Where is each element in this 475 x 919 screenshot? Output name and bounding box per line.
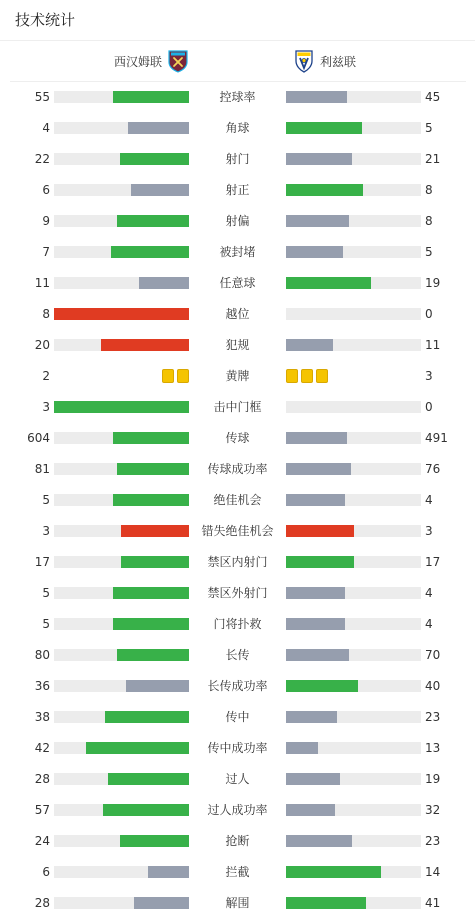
away-stat-bar [286,897,366,909]
away-stat-bar [286,711,337,723]
stat-row [0,888,475,919]
home-stat-bar-track [54,835,189,847]
yellow-card-icon [286,369,298,383]
away-stat-value: 3 [425,524,433,538]
home-stat-value: 28 [34,896,50,910]
home-stat-bar [113,91,189,103]
away-stat-value: 14 [425,865,441,879]
stat-row [0,206,475,237]
away-stat-bar-track [286,866,421,878]
stat-row [0,144,475,175]
home-stat-bar-track [54,401,189,413]
stat-label: 传球 [225,431,250,445]
home-stat-bar [120,835,189,847]
away-stat-value: 19 [425,772,441,786]
home-stat-bar-track [54,339,189,351]
home-stat-bar [101,339,189,351]
stat-row [0,361,475,392]
away-stat-bar-track [286,680,421,692]
home-stat-bar [148,866,189,878]
stat-label: 越位 [225,307,250,321]
away-team[interactable] [292,48,356,74]
away-yellow-cards [286,369,328,383]
away-stat-bar-track [286,897,421,909]
home-stat-value: 36 [34,679,50,693]
home-stat-bar-track [54,277,189,289]
away-stat-bar-track [286,339,421,351]
home-stat-value: 3 [42,400,50,414]
home-stat-value: 5 [42,586,50,600]
stat-label: 抢断 [225,834,250,848]
home-yellow-cards [162,369,189,383]
stat-row [0,237,475,268]
away-stat-value: 4 [425,586,433,600]
stat-row [0,795,475,826]
stat-row [0,578,475,609]
home-stat-bar [111,246,189,258]
stat-row [0,702,475,733]
away-stat-bar [286,866,381,878]
away-stat-bar [286,91,347,103]
home-stat-bar-track [54,215,189,227]
stat-label: 解围 [225,896,250,910]
home-stat-bar [103,804,189,816]
away-stat-value: 4 [425,493,433,507]
home-stat-bar-track [54,649,189,661]
away-stat-bar-track [286,525,421,537]
stat-label: 射门 [225,152,250,166]
home-stat-bar [108,773,189,785]
page-title: 技术统计 [15,11,76,29]
home-stat-value: 9 [42,214,50,228]
home-stat-bar [113,587,189,599]
home-stat-bar [121,556,189,568]
home-stat-bar-track [54,711,189,723]
stat-row [0,609,475,640]
home-stat-value: 22 [34,152,50,166]
stat-label: 长传成功率 [207,679,268,693]
home-stat-value: 4 [42,121,50,135]
away-stat-bar [286,525,354,537]
home-stat-bar [113,432,189,444]
away-stat-bar-track [286,804,421,816]
home-team-name: 西汉姆联 [113,54,162,69]
stat-row [0,516,475,547]
home-stat-bar-track [54,246,189,258]
stat-label: 传中 [225,710,250,724]
away-team-name: 利兹联 [320,54,357,69]
away-stat-value: 17 [425,555,441,569]
stat-label: 被封堵 [219,245,256,259]
away-stat-bar-track [286,308,421,320]
away-stat-bar-track [286,463,421,475]
stat-row [0,299,475,330]
west-ham-crest-icon [166,49,190,73]
home-stat-value: 24 [34,834,50,848]
stat-row [0,857,475,888]
away-stat-bar [286,463,351,475]
stat-label: 过人 [225,772,250,786]
away-stat-bar-track [286,432,421,444]
home-stat-value: 55 [34,90,50,104]
stat-label: 禁区内射门 [207,555,268,569]
home-stat-bar-track [54,153,189,165]
away-stat-bar-track [286,835,421,847]
home-stat-bar [86,742,189,754]
stat-label: 犯规 [225,338,250,352]
away-stat-bar-track [286,494,421,506]
home-stat-bar-track [54,525,189,537]
home-stat-bar-track [54,804,189,816]
teams-bar [10,41,466,82]
home-stat-value: 38 [34,710,50,724]
away-stat-value: 32 [425,803,441,817]
home-stat-bar [113,618,189,630]
stat-label: 黄牌 [225,369,250,383]
home-stat-bar-track [54,897,189,909]
away-stat-bar-track [286,91,421,103]
away-stat-value: 19 [425,276,441,290]
home-stat-bar-track [54,463,189,475]
stat-row [0,671,475,702]
stat-row [0,268,475,299]
away-stat-bar-track [286,742,421,754]
home-stat-bar-track [54,587,189,599]
home-stat-value: 6 [42,183,50,197]
home-stat-value: 20 [34,338,50,352]
home-stat-value: 8 [42,307,50,321]
away-stat-bar [286,432,347,444]
home-stat-bar [128,122,189,134]
home-stat-bar [117,463,189,475]
home-stat-value: 42 [34,741,50,755]
away-stat-value: 5 [425,121,433,135]
home-stat-bar [121,525,189,537]
stat-row [0,82,475,113]
away-stat-bar [286,773,340,785]
yellow-card-icon [301,369,313,383]
home-stat-value: 604 [27,431,50,445]
home-stat-bar [126,680,189,692]
home-stat-value: 5 [42,617,50,631]
home-stat-value: 28 [34,772,50,786]
stat-row [0,826,475,857]
home-stat-bar-track [54,680,189,692]
away-stat-bar [286,184,363,196]
home-stat-bar [117,649,189,661]
away-stat-bar-track [286,649,421,661]
away-stat-bar-track [286,246,421,258]
yellow-card-icon [316,369,328,383]
stat-label: 角球 [225,121,250,135]
home-team[interactable] [114,48,190,74]
away-stat-value: 3 [425,369,433,383]
away-stat-value: 0 [425,400,433,414]
home-stat-value: 81 [34,462,50,476]
home-stat-bar-track [54,308,189,320]
stat-row [0,640,475,671]
away-stat-value: 23 [425,710,441,724]
stat-label: 任意球 [219,276,256,290]
home-stat-bar-track [54,122,189,134]
home-stat-bar-track [54,91,189,103]
away-stat-bar [286,649,349,661]
home-stat-bar [105,711,189,723]
home-stat-bar [54,401,189,413]
away-stat-value: 11 [425,338,441,352]
stat-row [0,733,475,764]
stat-label: 错失绝佳机会 [201,524,274,538]
away-stat-bar [286,742,318,754]
away-stat-value: 40 [425,679,441,693]
stat-label: 控球率 [219,90,256,104]
away-stat-bar [286,122,362,134]
home-stat-bar-track [54,556,189,568]
home-stat-value: 11 [34,276,50,290]
stat-label: 拦截 [225,865,250,879]
home-stat-value: 80 [34,648,50,662]
stat-row [0,454,475,485]
away-stat-bar-track [286,401,421,413]
home-stat-bar-track [54,494,189,506]
home-stat-bar-track [54,742,189,754]
yellow-card-icon [177,369,189,383]
away-stat-bar-track [286,184,421,196]
home-stat-bar-track [54,866,189,878]
away-stat-bar [286,835,352,847]
away-stat-value: 23 [425,834,441,848]
away-stat-value: 491 [425,431,448,445]
away-stat-bar [286,494,345,506]
home-stat-value: 2 [42,369,50,383]
away-stat-bar [286,587,345,599]
home-stat-bar-track [54,773,189,785]
home-stat-bar [139,277,189,289]
stat-row [0,764,475,795]
stat-label: 长传 [225,648,250,662]
away-stat-bar-track [286,215,421,227]
away-stat-bar-track [286,277,421,289]
home-stat-value: 5 [42,493,50,507]
stat-label: 过人成功率 [207,803,268,817]
away-stat-value: 45 [425,90,441,104]
stat-row [0,113,475,144]
home-stat-bar [117,215,189,227]
away-stat-value: 4 [425,617,433,631]
away-stat-value: 8 [425,183,433,197]
stat-label: 射正 [225,183,250,197]
stat-row [0,423,475,454]
stat-label: 击中门框 [213,400,262,414]
stat-label: 绝佳机会 [213,493,262,507]
away-stat-bar-track [286,618,421,630]
away-stat-value: 41 [425,896,441,910]
home-stat-bar-track [54,618,189,630]
away-stat-value: 5 [425,245,433,259]
stat-label: 传中成功率 [207,741,268,755]
away-stat-bar-track [286,122,421,134]
away-stat-value: 13 [425,741,441,755]
home-stat-value: 7 [42,245,50,259]
yellow-card-icon [162,369,174,383]
stat-label: 门将扑救 [213,617,262,631]
home-stat-value: 6 [42,865,50,879]
stat-row [0,175,475,206]
away-stat-bar [286,277,371,289]
home-stat-bar [131,184,189,196]
home-stat-bar-track [54,184,189,196]
away-stat-bar-track [286,556,421,568]
away-stat-bar [286,153,352,165]
away-stat-bar-track [286,587,421,599]
away-stat-bar-track [286,773,421,785]
home-stat-bar [120,153,189,165]
home-stat-value: 57 [34,803,50,817]
away-stat-bar [286,804,335,816]
stat-label: 传球成功率 [207,462,268,476]
away-stat-value: 21 [425,152,441,166]
leeds-crest-icon [292,49,316,73]
home-stat-bar [54,308,189,320]
stat-row [0,330,475,361]
away-stat-bar-track [286,153,421,165]
home-stat-bar [113,494,189,506]
stat-label: 禁区外射门 [207,586,268,600]
home-stat-bar-track [54,432,189,444]
away-stat-bar-track [286,711,421,723]
away-stat-value: 8 [425,214,433,228]
home-stat-bar [134,897,189,909]
away-stat-value: 76 [425,462,441,476]
away-stat-bar [286,556,354,568]
home-stat-value: 3 [42,524,50,538]
away-stat-bar [286,246,343,258]
away-stat-value: 0 [425,307,433,321]
home-stat-value: 17 [34,555,50,569]
stat-label: 射偏 [225,214,250,228]
away-stat-bar [286,215,349,227]
stat-row [0,485,475,516]
stats-header [0,0,475,41]
stat-row [0,392,475,423]
away-stat-bar [286,680,358,692]
stat-row [0,547,475,578]
away-stat-bar [286,339,333,351]
away-stat-value: 70 [425,648,441,662]
away-stat-bar [286,618,345,630]
